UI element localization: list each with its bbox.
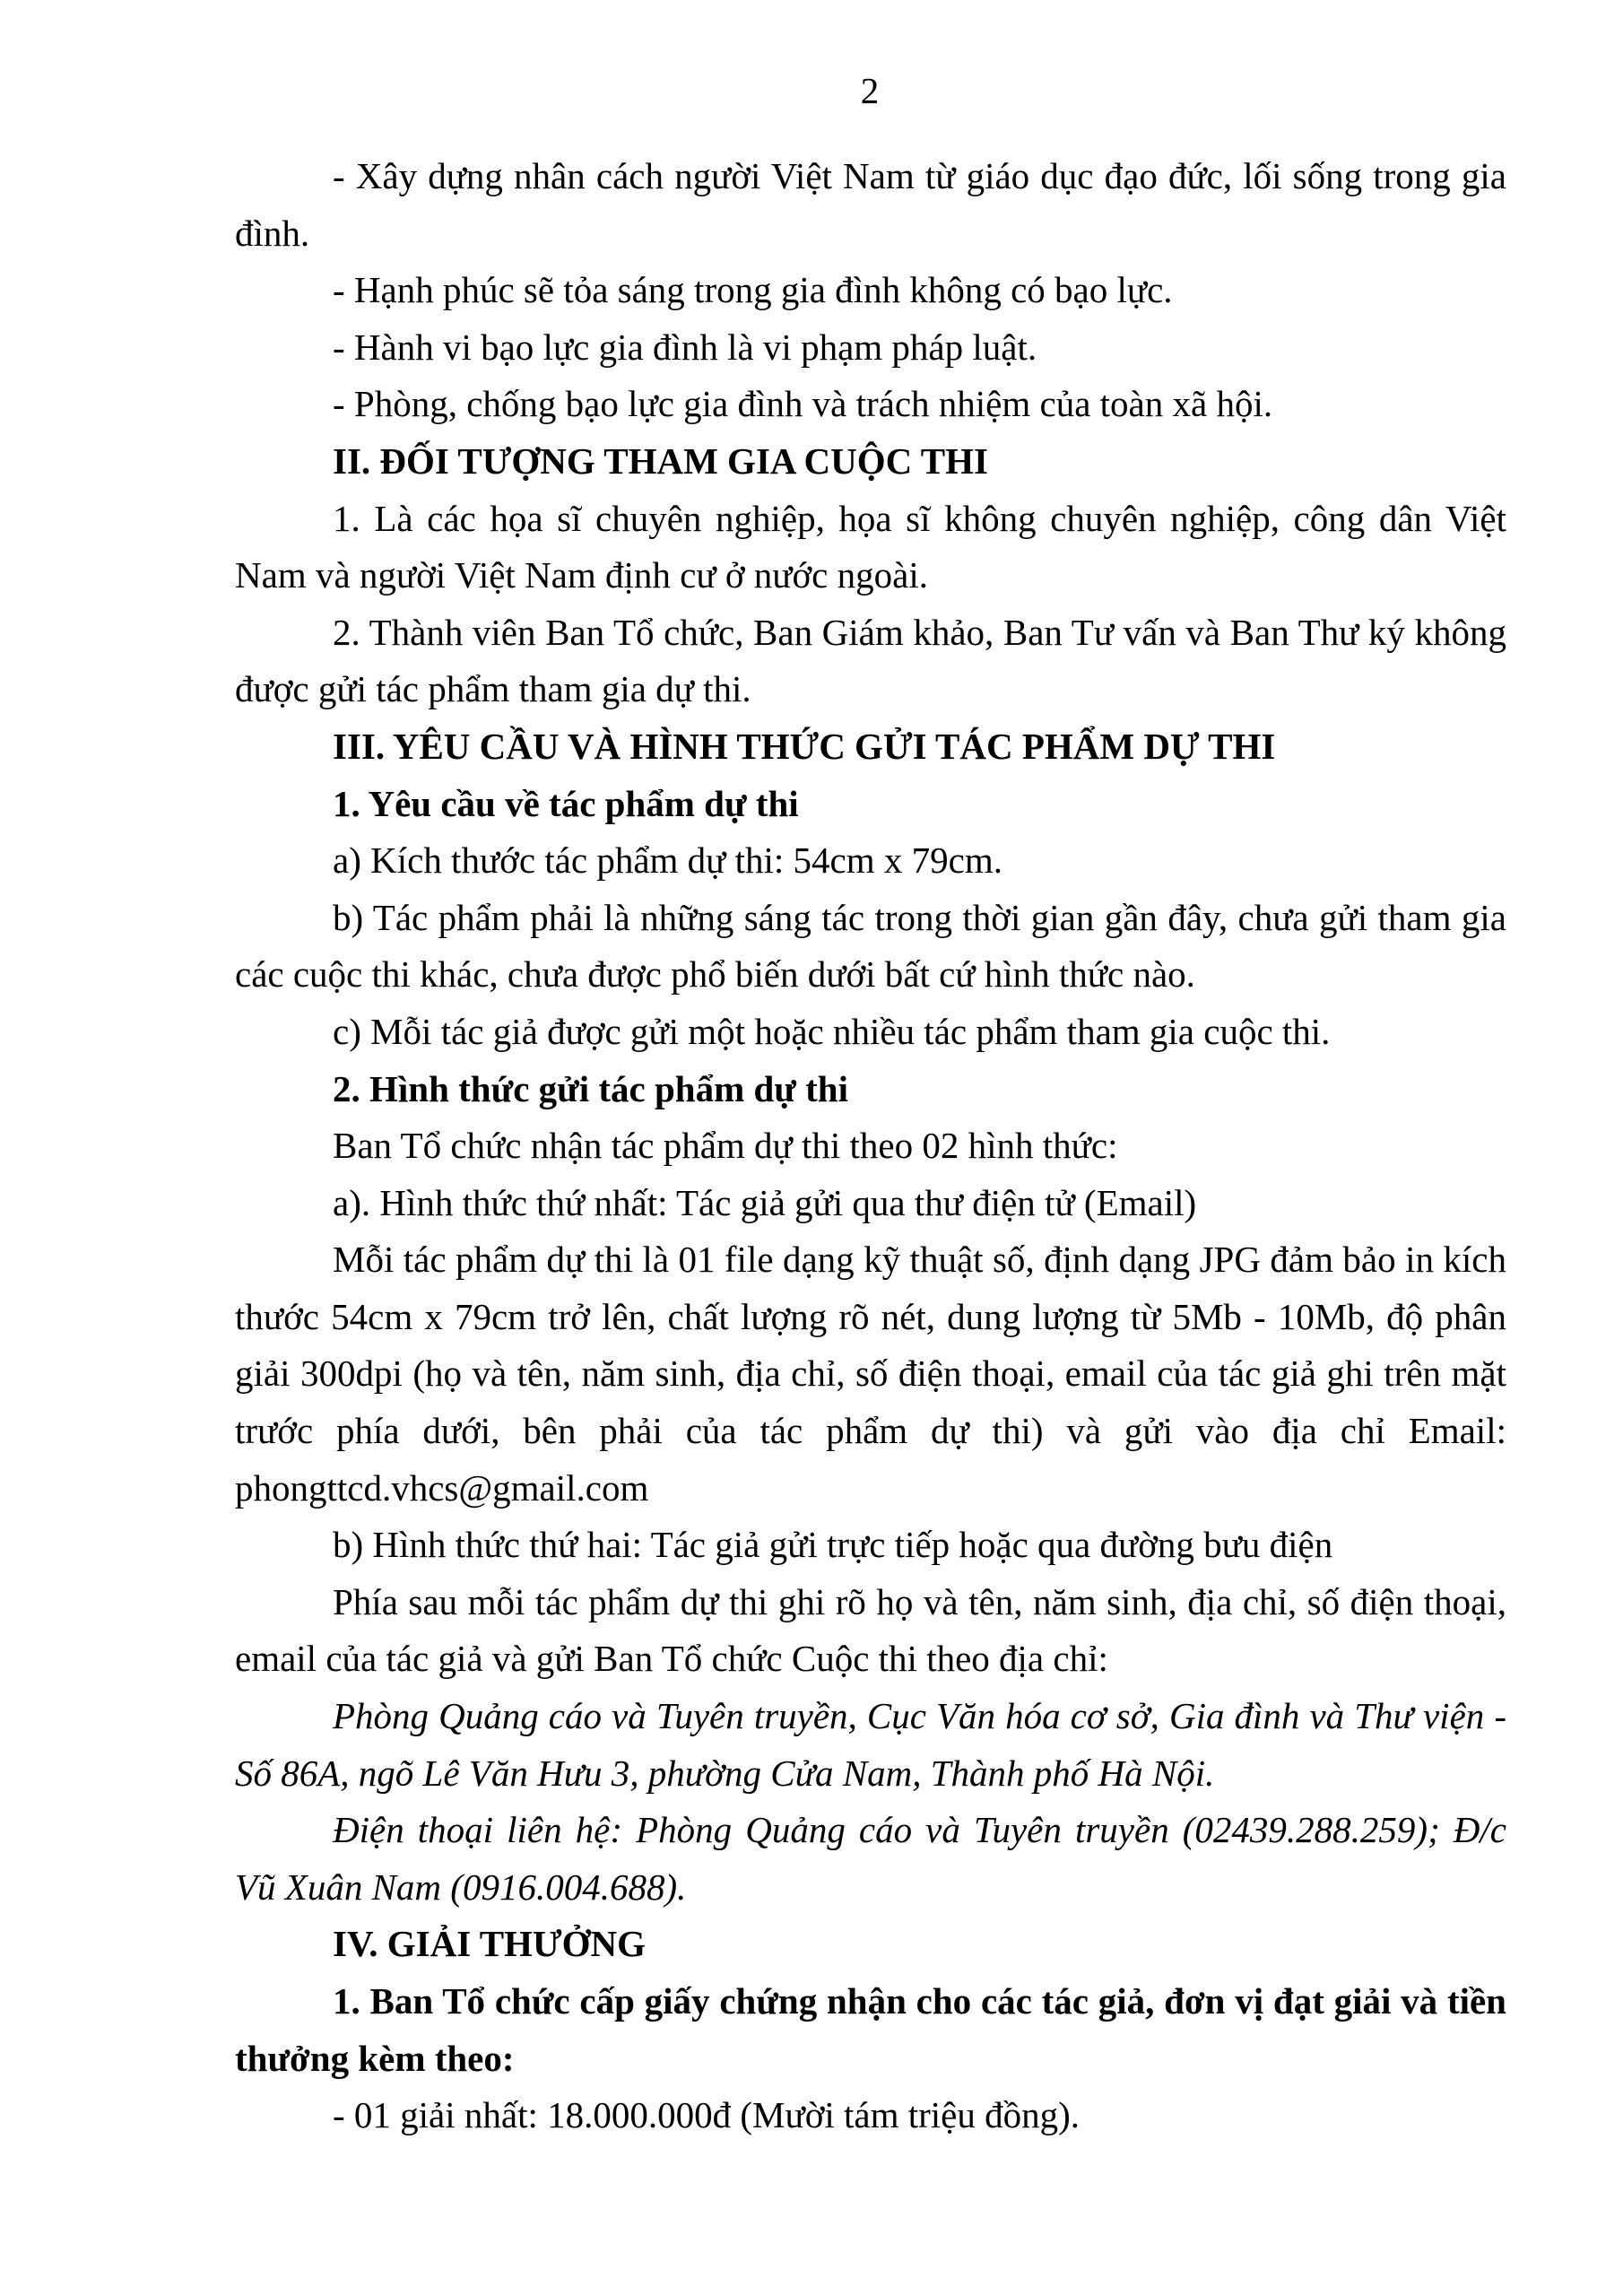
bullet-gia-dinh-dao-duc: - Xây dựng nhân cách người Việt Nam từ giáo dục đạo đức, lối sống trong gia đình. xyxy=(235,155,1506,254)
submission-post-details: Phía sau mỗi tác phẩm dự thi ghi rõ họ và tên, năm sinh, địa chỉ, số điện thoại, email của tác giả và gửi Ban Tổ chức Cuộc thi theo địa chỉ: xyxy=(235,1580,1506,1680)
section-heading-ii: II. ĐỐI TƯỢNG THAM GIA CUỘC THI xyxy=(333,439,988,482)
page-number: 2 xyxy=(860,70,880,111)
section-heading-iii: III. YÊU CẦU VÀ HÌNH THỨC GỬI TÁC PHẨM DỰ THI xyxy=(333,725,1276,767)
requirement-a: a) Kích thước tác phẩm dự thi: 54cm x 79cm. xyxy=(333,839,1002,882)
bullet-hanh-phuc: - Hạnh phúc sẽ tỏa sáng trong gia đình không có bạo lực. xyxy=(333,269,1173,311)
participants-item-2: 2. Thành viên Ban Tổ chức, Ban Giám khảo, Ban Tư vấn và Ban Thư ký không được gửi tác phẩm tham gia dự thi. xyxy=(235,611,1506,710)
submission-method-email: a). Hình thức thứ nhất: Tác giả gửi qua thư điện tử (Email) xyxy=(333,1181,1197,1223)
requirement-c: c) Mỗi tác giả được gửi một hoặc nhiều tác phẩm tham gia cuộc thi. xyxy=(333,1010,1331,1052)
submission-method-post: b) Hình thức thứ hai: Tác giả gửi trực tiếp hoặc qua đường bưu điện xyxy=(333,1524,1333,1566)
bullet-hanh-vi-bao-luc: - Hành vi bạo lực gia đình là vi phạm pháp luật. xyxy=(333,326,1037,368)
participants-item-1: 1. Là các họa sĩ chuyên nghiệp, họa sĩ không chuyên nghiệp, công dân Việt Nam và người Việt Nam định cư ở nước ngoài. xyxy=(235,497,1506,596)
subheading-submission: 2. Hình thức gửi tác phẩm dự thi xyxy=(333,1067,849,1109)
submission-intro: Ban Tổ chức nhận tác phẩm dự thi theo 02 hình thức: xyxy=(333,1125,1118,1167)
awards-item-1: 1. Ban Tổ chức cấp giấy chứng nhận cho các tác giả, đơn vị đạt giải và tiền thưởng kèm theo: xyxy=(235,1980,1506,2079)
section-heading-iv: IV. GIẢI THƯỞNG xyxy=(333,1923,646,1965)
mailing-address: Phòng Quảng cáo và Tuyên truyền, Cục Văn hóa cơ sở, Gia đình và Thư viện - Số 86A, ngõ Lê Văn Hưu 3, phường Cửa Nam, Thành phố Hà Nội. xyxy=(235,1695,1506,1794)
subheading-requirements: 1. Yêu cầu về tác phẩm dự thi xyxy=(333,782,799,824)
requirement-b: b) Tác phẩm phải là những sáng tác trong thời gian gần đây, chưa gửi tham gia các cuộc thi khác, chưa được phổ biến dưới bất cứ hình thức nào. xyxy=(235,896,1506,996)
document-body xyxy=(235,148,1506,2144)
award-first-prize: - 01 giải nhất: 18.000.000đ (Mười tám triệu đồng). xyxy=(333,2094,1081,2136)
submission-email-details: Mỗi tác phẩm dự thi là 01 file dạng kỹ thuật số, định dạng JPG đảm bảo in kích thước 54cm x 79cm trở lên, chất lượng rõ nét, dung lượng từ 5Mb - 10Mb, độ phân giải 300dpi (họ và tên, năm sinh, địa chỉ, số điện thoại, email của tác giả ghi trên mặt trước phía dưới, bên phải của tác phẩm dự thi) và gửi vào địa chỉ Email: phongttcd.vhcs@gmail.com xyxy=(235,1239,1506,1509)
bullet-phong-chong: - Phòng, chống bạo lực gia đình và trách nhiệm của toàn xã hội. xyxy=(333,383,1273,425)
contact-phone: Điện thoại liên hệ: Phòng Quảng cáo và Tuyên truyền (02439.288.259); Đ/c Vũ Xuân Nam (0916.004.688). xyxy=(235,1809,1506,1908)
